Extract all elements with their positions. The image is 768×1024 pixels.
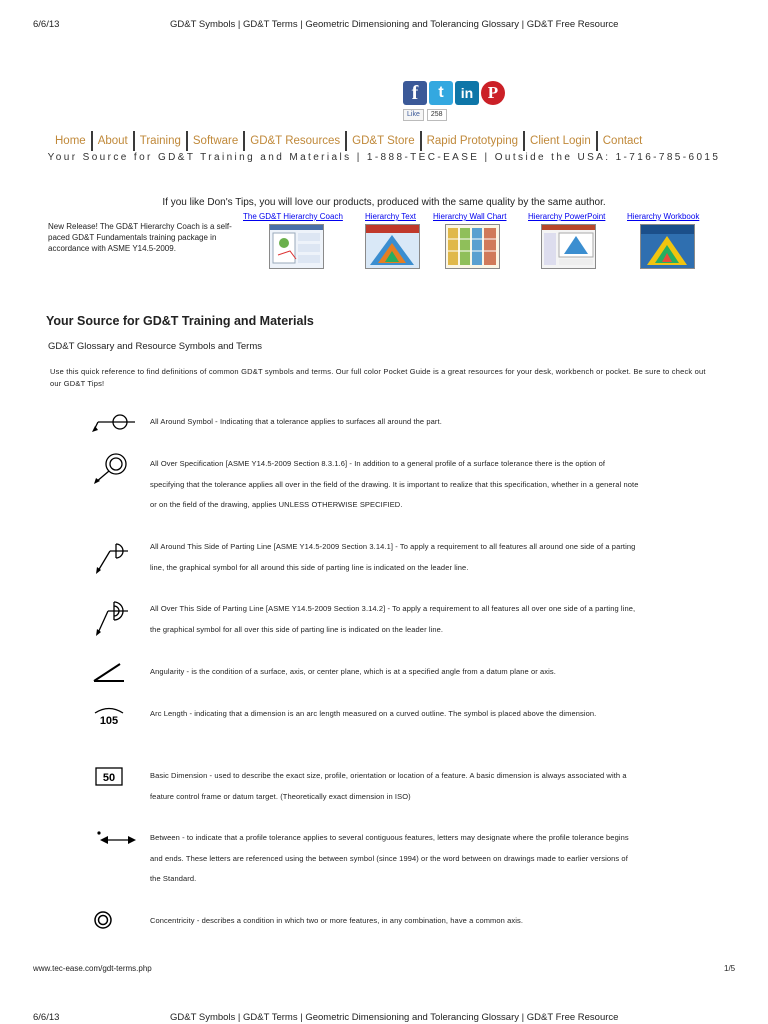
print-date: 6/6/13 <box>33 19 60 30</box>
twitter-icon[interactable]: t <box>429 81 453 105</box>
like-button[interactable]: Like <box>403 109 424 121</box>
nav-contact[interactable]: Contact <box>602 135 643 147</box>
nav-software[interactable]: Software <box>192 135 239 147</box>
print-title: GD&T Symbols | GD&T Terms | Geometric Dimensioning and Tolerancing Glossary | GD&T Free Resource <box>170 19 619 30</box>
like-count: 258 <box>427 109 447 121</box>
angularity-icon <box>90 660 130 686</box>
glossary-entry-basic-dimension: Basic Dimension - used to describe the exact size, profile, orientation or location of a feature. A basic dimension is always associated with a feature control frame or datum target. (Theoretically exact dimension in ISO) <box>150 771 627 801</box>
all-over-this-side-icon <box>90 598 134 638</box>
product-link-hierarchy-powerpoint[interactable]: Hierarchy PowerPoint <box>528 212 606 221</box>
nav-client-login[interactable]: Client Login <box>530 135 591 147</box>
product-link-hierarchy-coach[interactable]: The GD&T Hierarchy Coach <box>243 212 343 221</box>
main-nav <box>50 131 647 151</box>
page-subtitle: GD&T Glossary and Resource Symbols and Terms <box>48 341 263 352</box>
glossary-entry-arc-length: Arc Length - indicating that a dimension is an arc length measured on a curved outline. The symbol is placed above the dimension. <box>150 709 597 718</box>
hierarchy-text-thumbnail[interactable] <box>365 224 420 269</box>
between-icon <box>90 828 140 850</box>
all-over-icon <box>90 450 134 486</box>
footer-page-number: 1/5 <box>724 964 736 973</box>
glossary-entry-all-over-this-side: All Over This Side of Parting Line [ASME Y14.5-2009 Section 3.14.2] - To apply a requirement to all features all over one side of a parting line, the graphical symbol for all over this side of parting line is indicated on the leader line. <box>150 604 636 634</box>
nav-gdt-store[interactable]: GD&T Store <box>352 135 415 147</box>
nav-home[interactable]: Home <box>55 135 86 147</box>
nav-training[interactable]: Training <box>139 135 181 147</box>
product-link-hierarchy-workbook[interactable]: Hierarchy Workbook <box>627 212 700 221</box>
print-date-page2: 6/6/13 <box>33 1012 60 1023</box>
hierarchy-powerpoint-thumbnail[interactable] <box>541 224 596 269</box>
facebook-icon[interactable]: f <box>403 81 427 105</box>
product-link-hierarchy-text[interactable]: Hierarchy Text <box>365 212 416 221</box>
basic-dimension-value: 50 <box>102 772 116 784</box>
footer-url: www.tec-ease.com/gdt-terms.php <box>33 964 152 973</box>
print-title-page2: GD&T Symbols | GD&T Terms | Geometric Dimensioning and Tolerancing Glossary | GD&T Free Resource <box>170 1012 619 1023</box>
all-around-this-side-icon <box>90 538 134 576</box>
tagline: Your Source for GD&T Training and Materials | 1-888-TEC-EASE | Outside the USA: 1-716-785-6015 <box>47 152 721 163</box>
hierarchy-wall-chart-thumbnail[interactable] <box>445 224 500 269</box>
glossary-entry-between: Between - to indicate that a profile tolerance applies to several contiguous features, letters may designate where the profile tolerance begins and ends. These letters are referenced using the between symbol (since 1994) or the word between on drawings made to earlier versions of the Standard. <box>150 833 629 883</box>
glossary-entry-angularity: Angularity - is the condition of a surface, axis, or center plane, which is at a specified angle from a datum plane or axis. <box>150 667 556 676</box>
arc-length-icon <box>90 703 130 727</box>
social-bar <box>403 81 505 105</box>
page-title: Your Source for GD&T Training and Materials <box>46 314 314 328</box>
basic-dimension-icon <box>90 766 130 788</box>
nav-rapid-prototyping[interactable]: Rapid Prototyping <box>426 135 519 147</box>
linkedin-icon[interactable]: in <box>455 81 479 105</box>
nav-about[interactable]: About <box>97 135 128 147</box>
product-link-hierarchy-wall-chart[interactable]: Hierarchy Wall Chart <box>433 212 507 221</box>
nav-gdt-resources[interactable]: GD&T Resources <box>250 135 341 147</box>
concentricity-icon <box>90 908 120 932</box>
arc-length-value: 105 <box>99 715 119 727</box>
glossary-entry-all-around: All Around Symbol - Indicating that a tolerance applies to surfaces all around the part. <box>150 417 442 426</box>
glossary-entry-all-around-this-side: All Around This Side of Parting Line [ASME Y14.5-2009 Section 3.14.1] - To apply a requirement to all features all around one side of a parting line, the graphical symbol for all around this side of parting line is indicated on the leader line. <box>150 542 636 572</box>
intro-text: Use this quick reference to find definitions of common GD&T symbols and terms. Our full color Pocket Guide is a great resources for your desk, workbench or pocket. Be sure to check out our GD&T Tips! <box>50 367 706 388</box>
release-text: New Release! The GD&T Hierarchy Coach is a self-paced GD&T Fundamentals training package in accordance with ASME Y14.5-2009. <box>48 222 232 253</box>
pinterest-icon[interactable]: P <box>481 81 505 105</box>
like-widget <box>403 109 447 121</box>
hierarchy-coach-thumbnail[interactable] <box>269 224 324 269</box>
promo-line: If you like Don's Tips, you will love our products, produced with the same quality by the same author. <box>162 197 606 208</box>
hierarchy-workbook-thumbnail[interactable] <box>640 224 695 269</box>
glossary-entry-all-over: All Over Specification [ASME Y14.5-2009 Section 8.3.1.6] - In addition to a general profile of a surface tolerance there is the option of specifying that the tolerance applies all over in the field of the drawing. It is important to realize that this specification, whether in a general note or on the field of the drawing, applies UNLESS OTHERWISE SPECIFIED. <box>150 459 639 509</box>
glossary-entry-concentricity: Concentricity - describes a condition in which two or more features, in any combination, have a common axis. <box>150 916 524 925</box>
all-around-icon <box>90 410 140 436</box>
